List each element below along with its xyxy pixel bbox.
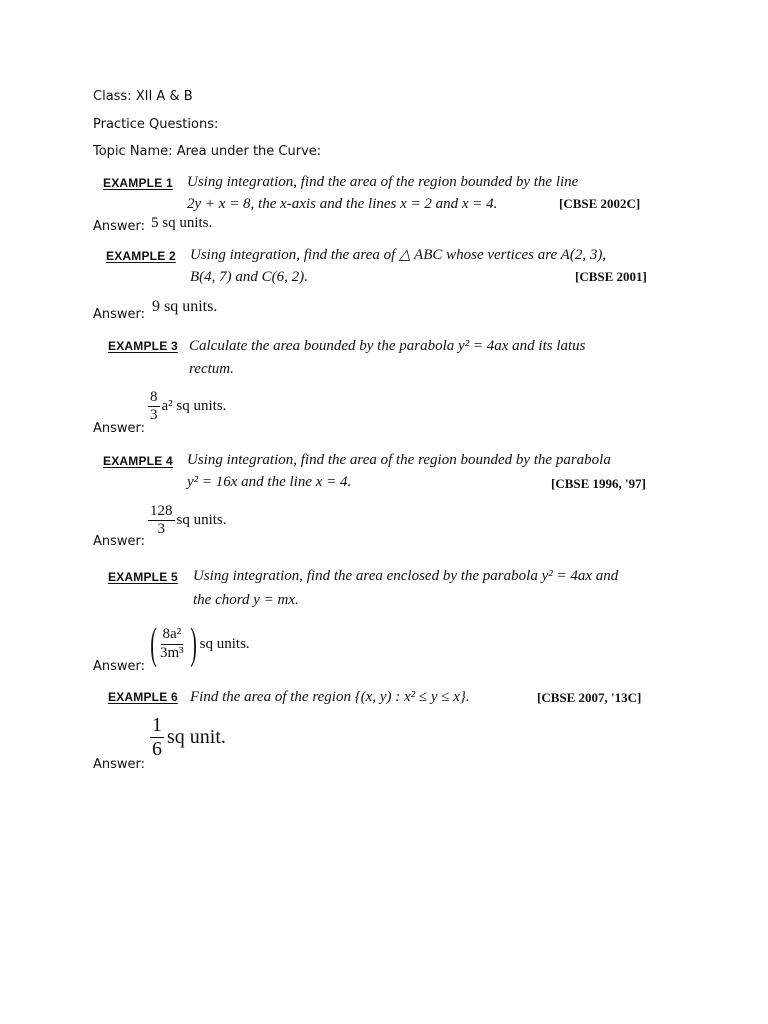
answer-value xyxy=(148,619,250,668)
answer-value: 9 sq units. xyxy=(152,298,218,315)
answer-label: Answer: xyxy=(93,534,146,549)
example-question-line1: Using integration, find the area of △ ABC whose vertices are A(2, 3), xyxy=(190,247,607,263)
answer-fraction xyxy=(148,389,160,425)
example-question-line1: Using integration, find the area of the region bounded by the line xyxy=(187,174,579,190)
example-label: EXAMPLE 3 xyxy=(108,339,178,353)
example-label: EXAMPLE 5 xyxy=(108,570,178,584)
practice-line: Practice Questions: xyxy=(93,117,219,132)
answer-label: Answer: xyxy=(93,659,146,674)
example-reference: [CBSE 2001] xyxy=(575,269,647,284)
answer-value xyxy=(150,714,226,761)
right-paren: ) xyxy=(189,619,197,668)
fraction-numerator: 8 xyxy=(148,389,160,407)
example-question-line2: y² = 16x and the line x = 4. xyxy=(187,474,352,490)
answer-label: Answer: xyxy=(93,757,146,772)
answer-value xyxy=(148,389,226,425)
example-reference: [CBSE 1996, '97] xyxy=(551,476,646,491)
answer-value: 5 sq units. xyxy=(151,215,213,231)
example-question-line1: Calculate the area bounded by the parabola y² = 4ax and its latus xyxy=(189,338,586,354)
example-question-line2: 2y + x = 8, the x-axis and the lines x = 2 and x = 4. xyxy=(187,196,498,212)
example-question-line1: Find the area of the region {(x, y) : x² ≤ y ≤ x}. xyxy=(190,689,470,705)
example-question-line1: Using integration, find the area enclosed by the parabola y² = 4ax and xyxy=(193,568,619,584)
example-label: EXAMPLE 1 xyxy=(103,176,173,190)
answer-fraction xyxy=(150,714,164,761)
example-question-line2: the chord y = mx. xyxy=(193,592,299,608)
left-paren: ( xyxy=(150,619,157,668)
answer-label: Answer: xyxy=(93,421,146,436)
fraction-denominator: 6 xyxy=(152,738,162,760)
fraction-numerator: 8a² xyxy=(161,626,184,644)
fraction-numerator: 1 xyxy=(152,714,162,736)
answer-tail: sq units. xyxy=(176,512,227,529)
answer-tail: a² sq units. xyxy=(161,398,227,415)
topic-line: Topic Name: Area under the Curve: xyxy=(93,144,322,159)
answer-value xyxy=(148,503,227,539)
fraction-numerator: 128 xyxy=(148,503,175,521)
class-line: Class: XII A & B xyxy=(93,89,193,104)
example-label: EXAMPLE 2 xyxy=(106,249,176,263)
example-reference: [CBSE 2007, '13C] xyxy=(537,690,642,705)
fraction-denominator: 3 xyxy=(150,407,158,424)
example-question-line2: rectum. xyxy=(189,361,234,377)
answer-label: Answer: xyxy=(93,219,146,234)
example-question-line1: Using integration, find the area of the region bounded by the parabola xyxy=(187,452,611,468)
fraction-denominator: 3 xyxy=(157,521,165,538)
answer-label: Answer: xyxy=(93,307,146,322)
example-reference: [CBSE 2002C] xyxy=(559,196,641,211)
answer-tail: sq units. xyxy=(199,635,250,652)
fraction-denominator: 3m³ xyxy=(160,644,184,661)
answer-tail: sq unit. xyxy=(167,726,226,748)
example-question-line2: B(4, 7) and C(6, 2). xyxy=(190,269,308,285)
answer-fraction xyxy=(148,503,175,539)
example-label: EXAMPLE 4 xyxy=(103,454,173,468)
example-label: EXAMPLE 6 xyxy=(108,690,178,704)
answer-fraction xyxy=(158,626,186,662)
